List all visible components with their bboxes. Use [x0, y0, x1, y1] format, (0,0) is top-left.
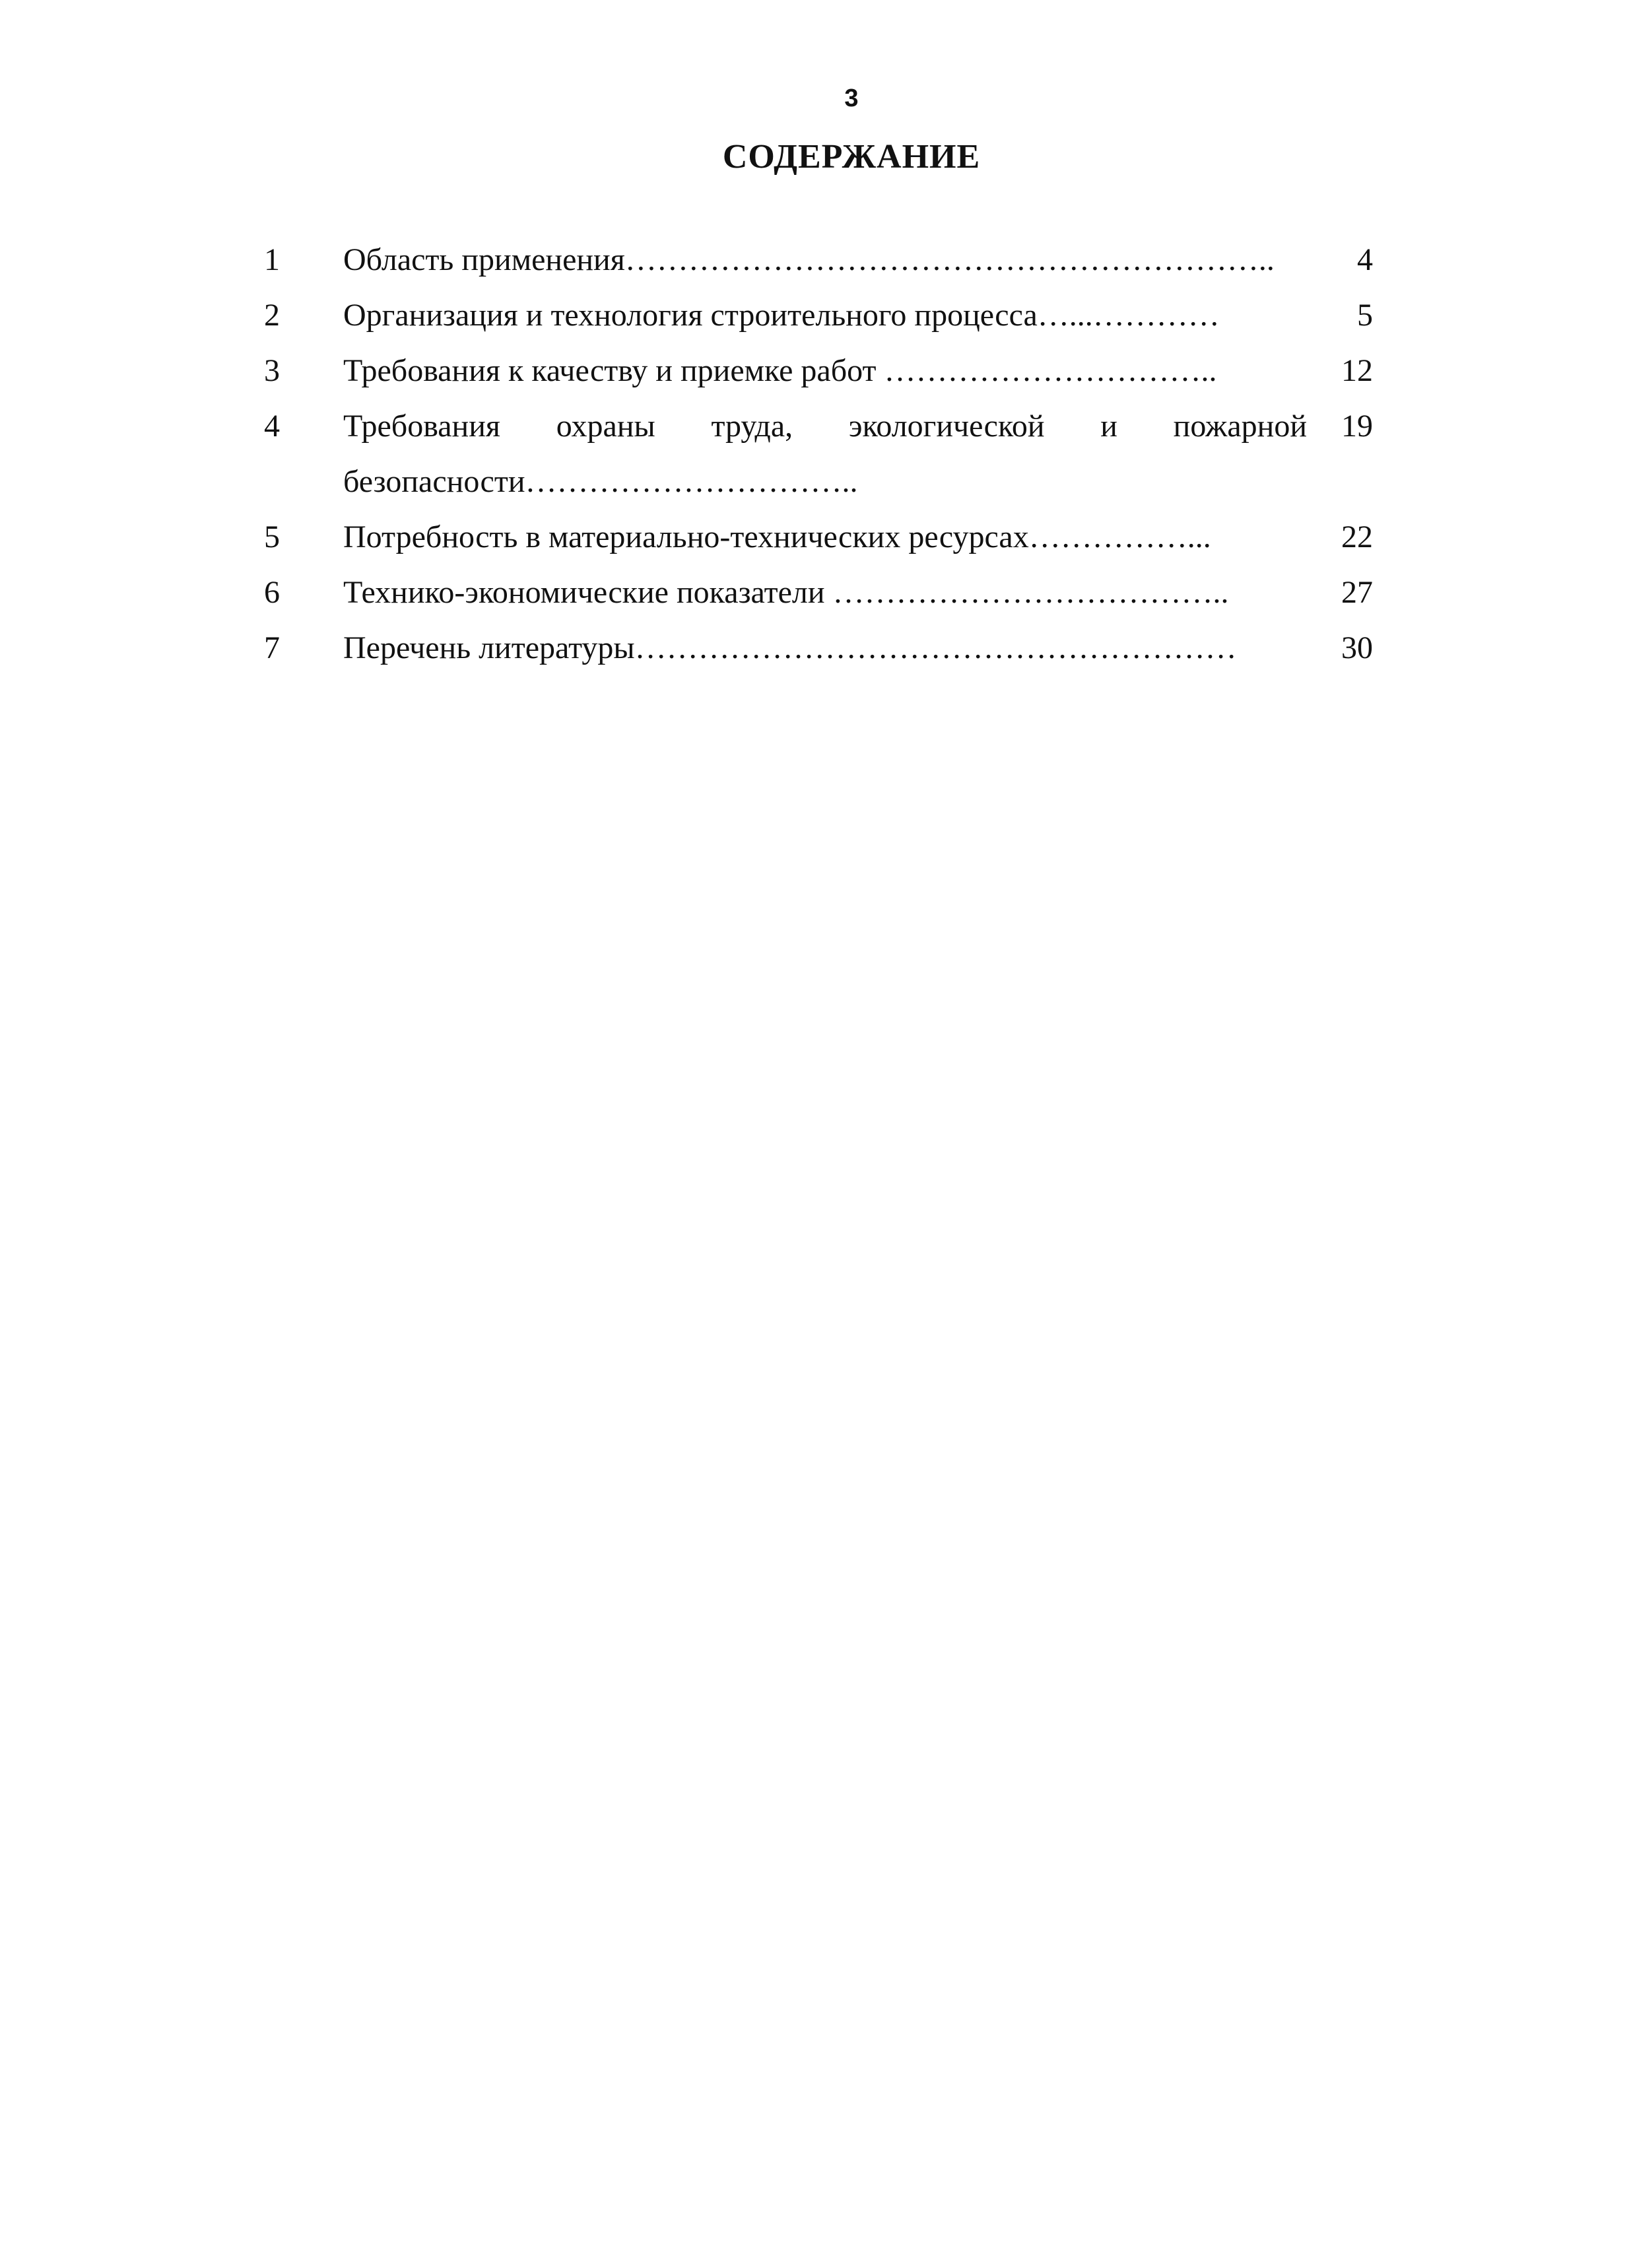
toc-item-text: Перечень литературы…………………………………………………	[343, 630, 1237, 665]
toc-item-text: Требования к качеству и приемке работ …………………………..	[343, 353, 1217, 388]
toc-item-page: 12	[1341, 353, 1373, 388]
toc-item-page: 5	[1357, 298, 1373, 333]
toc-item	[264, 288, 1373, 343]
toc-item-text: Технико-экономические показатели ………………………………..	[343, 575, 1229, 610]
toc-item	[264, 565, 1373, 620]
table-of-contents	[264, 232, 1373, 676]
toc-item-page: 27	[1341, 575, 1373, 610]
toc-item	[264, 620, 1373, 676]
toc-item-text: Требования охраны труда, экологической и пожарной безопасности…………………………..	[343, 409, 1307, 499]
toc-item-text: Организация и технология строительного процесса…...…………	[343, 298, 1220, 333]
toc-item-number: 5	[264, 519, 280, 554]
toc-item-page: 30	[1341, 630, 1373, 665]
toc-item	[264, 343, 1373, 399]
toc-item	[264, 510, 1373, 565]
toc-item-number: 6	[264, 575, 280, 610]
page-title: СОДЕРЖАНИЕ	[722, 138, 981, 176]
toc-item-number: 3	[264, 353, 280, 388]
toc-item-text: Область применения……………………………………………………..	[343, 242, 1275, 277]
toc-item	[264, 232, 1373, 288]
toc-item	[264, 399, 1373, 510]
toc-item-page: 4	[1357, 242, 1373, 277]
toc-item-number: 2	[264, 298, 280, 333]
toc-item-text: Потребность в материально-технических ресурсах……………...	[343, 519, 1211, 554]
page-number: 3	[844, 84, 859, 112]
toc-item-page: 22	[1341, 519, 1373, 554]
toc-item-number: 1	[264, 242, 280, 277]
toc-item-number: 4	[264, 409, 280, 444]
toc-item-page: 19	[1341, 409, 1373, 444]
toc-item-number: 7	[264, 630, 280, 665]
